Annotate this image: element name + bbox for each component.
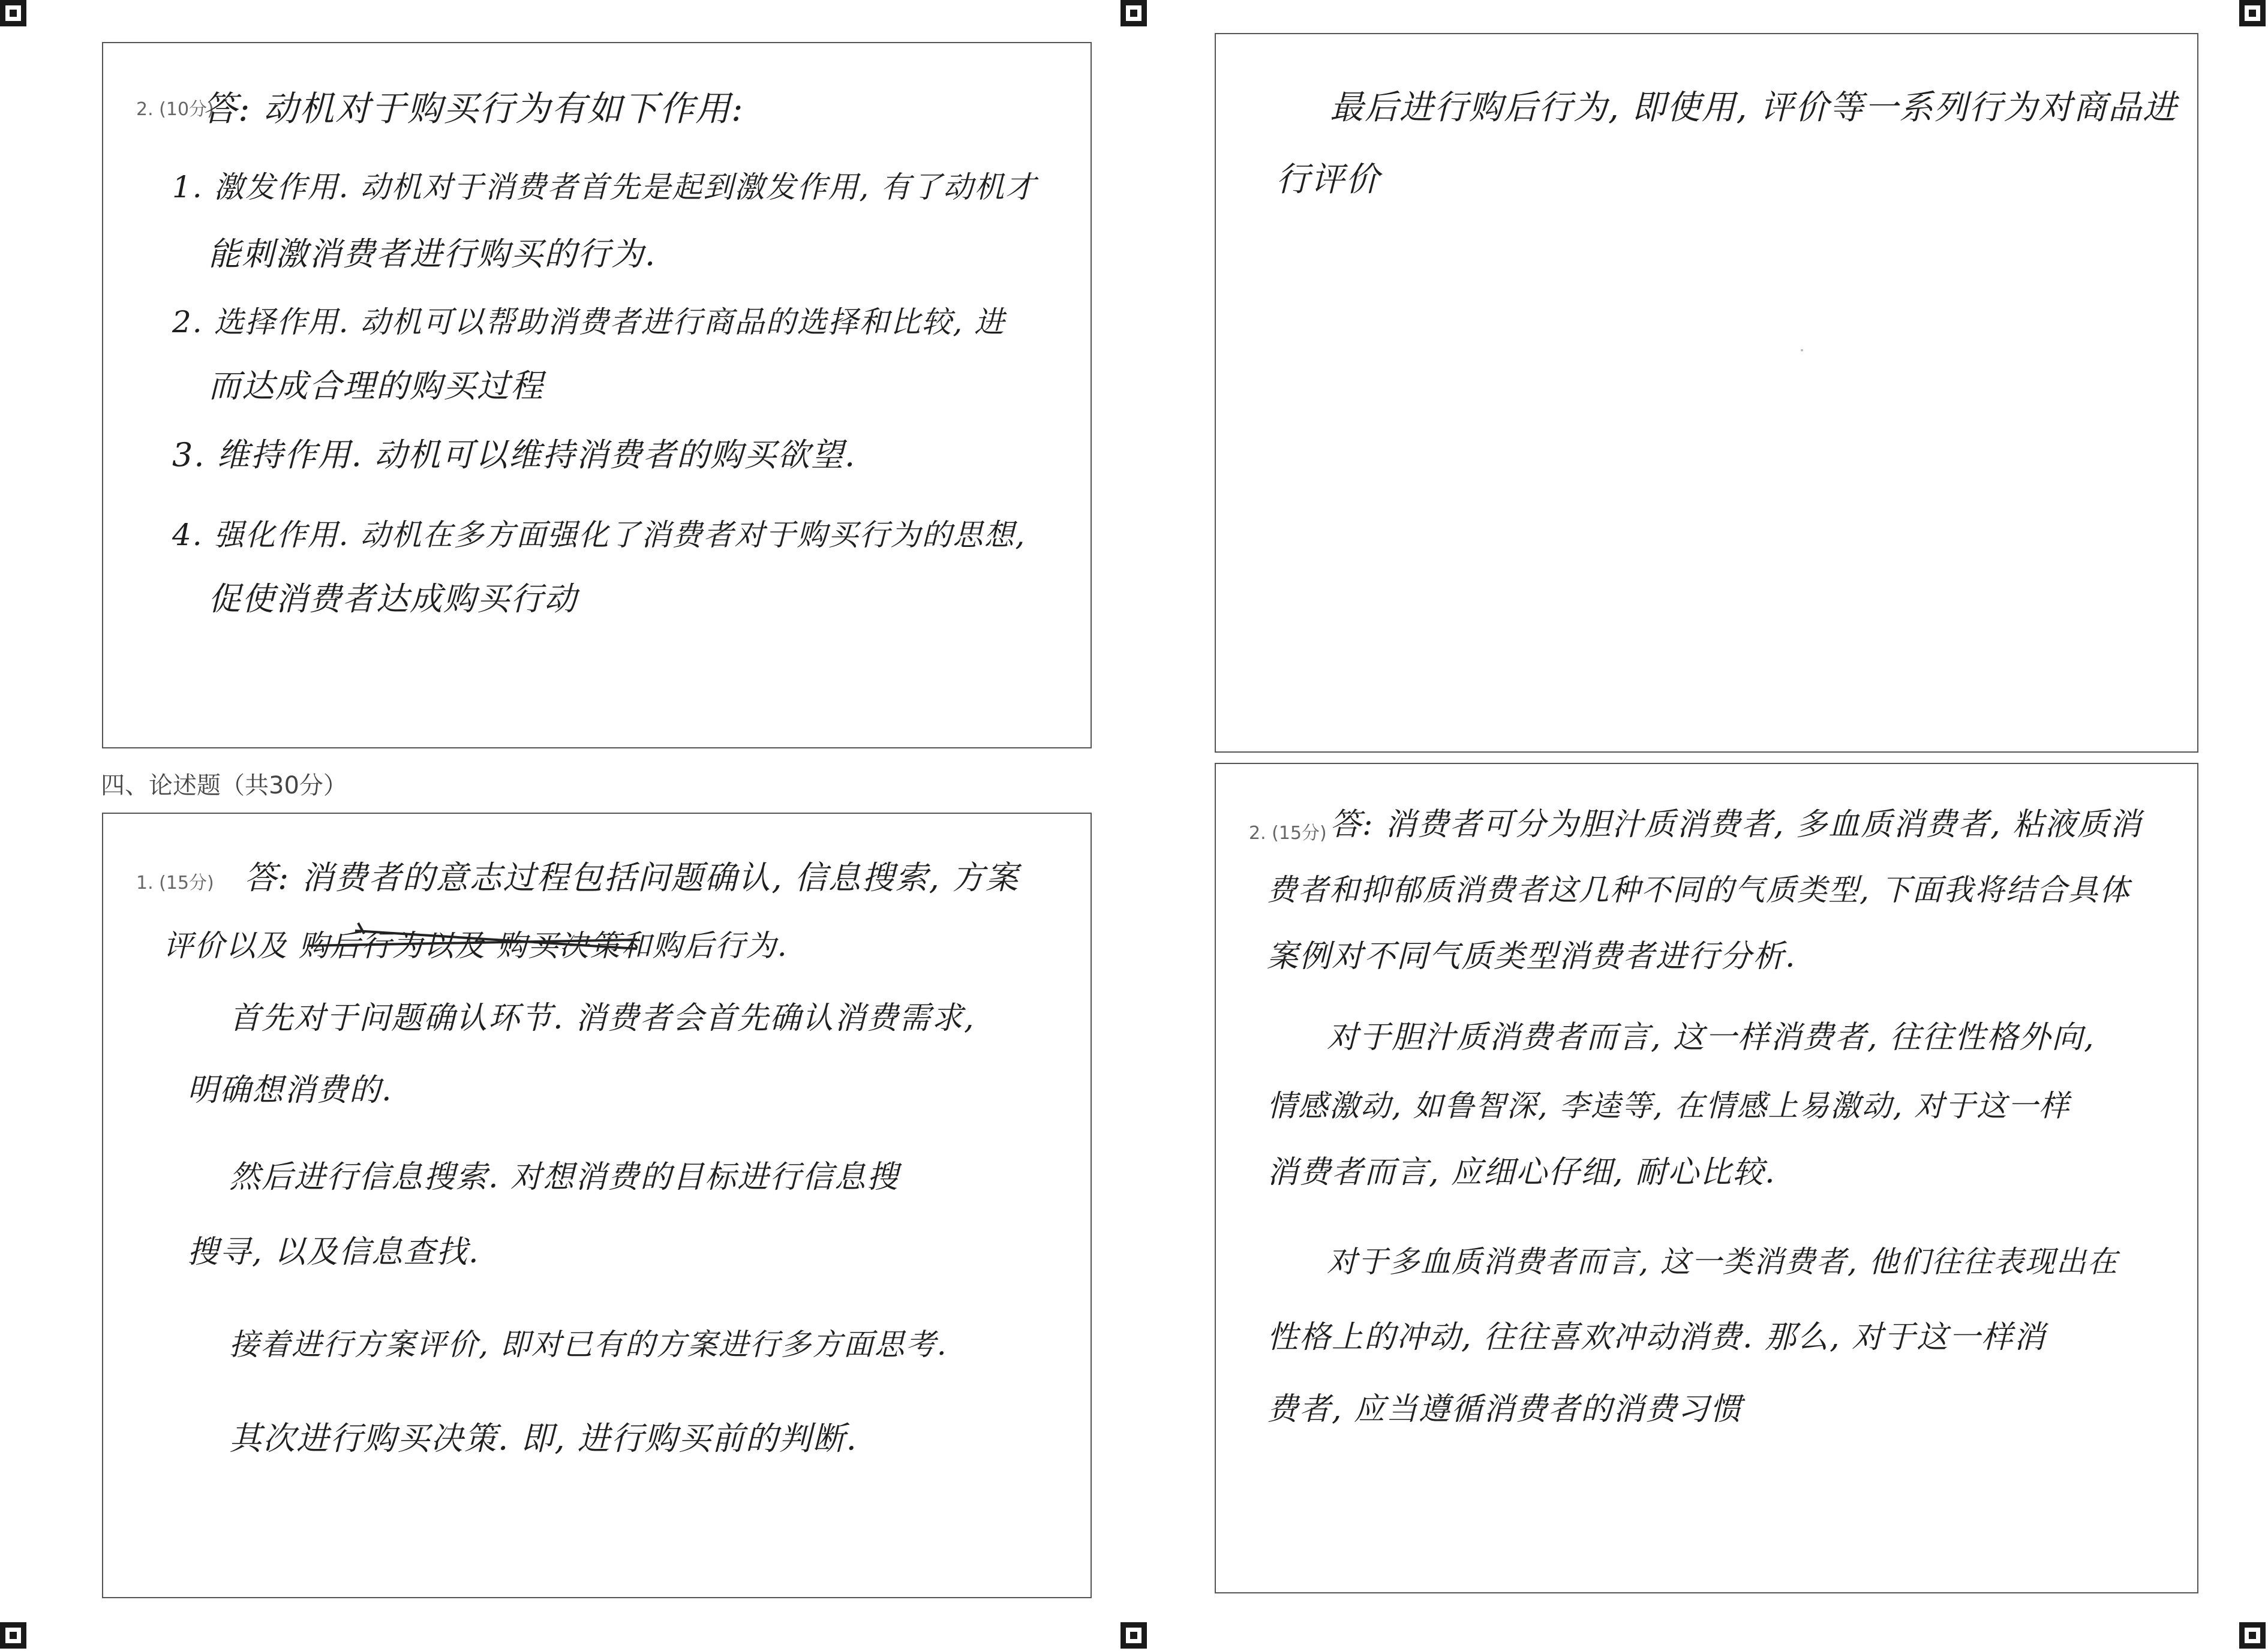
handwritten-line: 然后进行信息搜索. 对想消费的目标进行信息搜 [229, 1159, 900, 1195]
registration-marker-top-left [0, 0, 26, 26]
handwritten-line: 行评价 [1276, 160, 1380, 199]
handwritten-line: 性格上的冲动, 往往喜欢冲动消费. 那么, 对于这一样消 [1267, 1319, 2047, 1355]
scan-speck [1801, 349, 1803, 351]
handwritten-line: 而达成合理的购买过程 [208, 367, 544, 405]
registration-marker-bottom-right [2239, 1622, 2266, 1649]
section-heading: 四、论述题（共30分） [101, 772, 347, 799]
handwritten-line: 消费者而言, 应细心仔细, 耐心比较. [1267, 1154, 1776, 1190]
handwritten-line: 案例对不同气质类型消费者进行分析. [1267, 939, 1797, 975]
handwritten-line: 其次进行购买决策. 即, 进行购买前的判断. [229, 1420, 858, 1457]
handwritten-line: 3. 维持作用. 动机可以维持消费者的购买欲望. [172, 436, 857, 474]
handwritten-line: 2. 选择作用. 动机可以帮助消费者进行商品的选择和比较, 进 [172, 305, 1006, 339]
handwritten-line: 对于胆汁质消费者而言, 这一样消费者, 往往性格外向, [1327, 1020, 2095, 1055]
handwritten-line: 答: 消费者可分为胆汁质消费者, 多血质消费者, 粘液质消 [1330, 807, 2143, 843]
handwritten-line: 接着进行方案评价, 即对已有的方案进行多方面思考. [229, 1327, 948, 1362]
handwritten-line: 首先对于问题确认环节. 消费者会首先确认消费需求, [229, 1000, 975, 1036]
handwritten-line: 答: 消费者的意志过程包括问题确认, 信息搜索, 方案 [244, 859, 1020, 897]
handwritten-line: 促使消费者达成购买行动 [208, 580, 578, 618]
handwritten-line: 对于多血质消费者而言, 这一类消费者, 他们往往表现出在 [1327, 1244, 2119, 1279]
answer-box-essay-q2 [1215, 763, 2198, 1593]
handwritten-line: 费者, 应当遵循消费者的消费习惯 [1267, 1391, 1743, 1427]
handwritten-line: 1. 激发作用. 动机对于消费者首先是起到激发作用, 有了动机才 [172, 170, 1037, 205]
handwritten-line: 情感激动, 如鲁智深, 李逵等, 在情感上易激动, 对于这一样 [1267, 1088, 2071, 1123]
handwritten-line: 费者和抑郁质消费者这几种不同的气质类型, 下面我将结合具体 [1267, 873, 2131, 907]
handwritten-line: 搜寻, 以及信息查找. [187, 1234, 480, 1270]
question-number-label: 1. (15分) [136, 873, 214, 894]
handwritten-line: 能刺激消费者进行购买的行为. [208, 235, 657, 273]
registration-marker-bottom-center [1121, 1622, 1147, 1649]
handwritten-line: 答: 动机对于购买行为有如下作用: [202, 88, 744, 129]
question-number-label: 2. (15分) [1249, 823, 1327, 844]
handwritten-line: 评价以及 购后行为以及 购买决策和购后行为. [163, 928, 788, 963]
answer-box-q2-10 [102, 42, 1092, 748]
handwritten-line: 明确想消费的. [187, 1072, 393, 1108]
answer-box-continuation [1215, 33, 2198, 753]
question-number-label: 2. (10分) [136, 99, 214, 120]
answer-box-essay-q1 [102, 813, 1092, 1598]
handwritten-line: 最后进行购后行为, 即使用, 评价等一系列行为对商品进 [1330, 88, 2178, 127]
handwritten-line: 4. 强化作用. 动机在多方面强化了消费者对于购买行为的思想, [172, 518, 1026, 552]
registration-marker-bottom-left [0, 1622, 26, 1649]
registration-marker-top-right [2239, 0, 2266, 26]
registration-marker-top-center [1121, 0, 1147, 26]
strikethrough-mark [301, 916, 661, 964]
